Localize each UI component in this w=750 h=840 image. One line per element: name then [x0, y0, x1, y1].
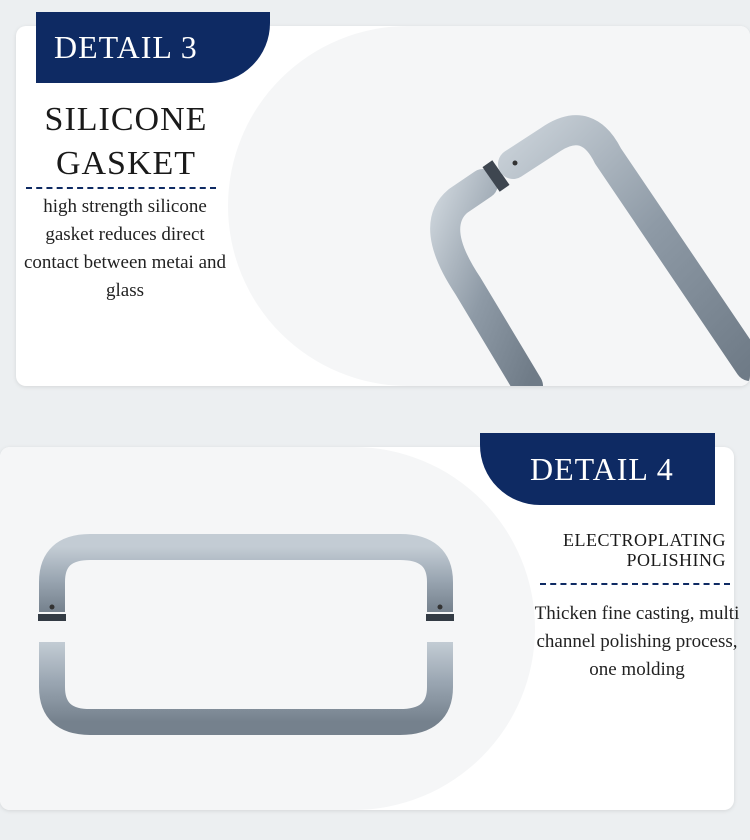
detail-3-title — [26, 98, 226, 186]
door-handle-corner-image — [228, 26, 750, 386]
detail-4-description: Thicken fine casting, multi channel polishing process, one molding — [534, 603, 740, 680]
detail-4-tag — [480, 433, 715, 505]
detail-3-description: high strength silicone gasket reduces direct contact between metai and glass — [23, 196, 227, 301]
handle-full-photo — [0, 447, 535, 810]
detail-3-title-line2: GASKET — [55, 145, 197, 182]
detail-3-title-line1: SILICONE — [44, 101, 208, 138]
detail-4-divider — [540, 583, 730, 585]
detail-4-title — [500, 530, 726, 570]
detail-3-tag — [36, 12, 270, 83]
detail-4-tag-text: DETAIL 4 — [530, 450, 674, 487]
detail-4-title-line2: POLISHING — [626, 550, 726, 570]
detail-4-title-line1: ELECTROPLATING — [563, 530, 726, 550]
door-handle-full-image — [0, 447, 535, 810]
detail-3-divider — [26, 187, 216, 189]
handle-closeup-photo — [228, 26, 750, 386]
detail-3-tag-text: DETAIL 3 — [54, 29, 198, 65]
